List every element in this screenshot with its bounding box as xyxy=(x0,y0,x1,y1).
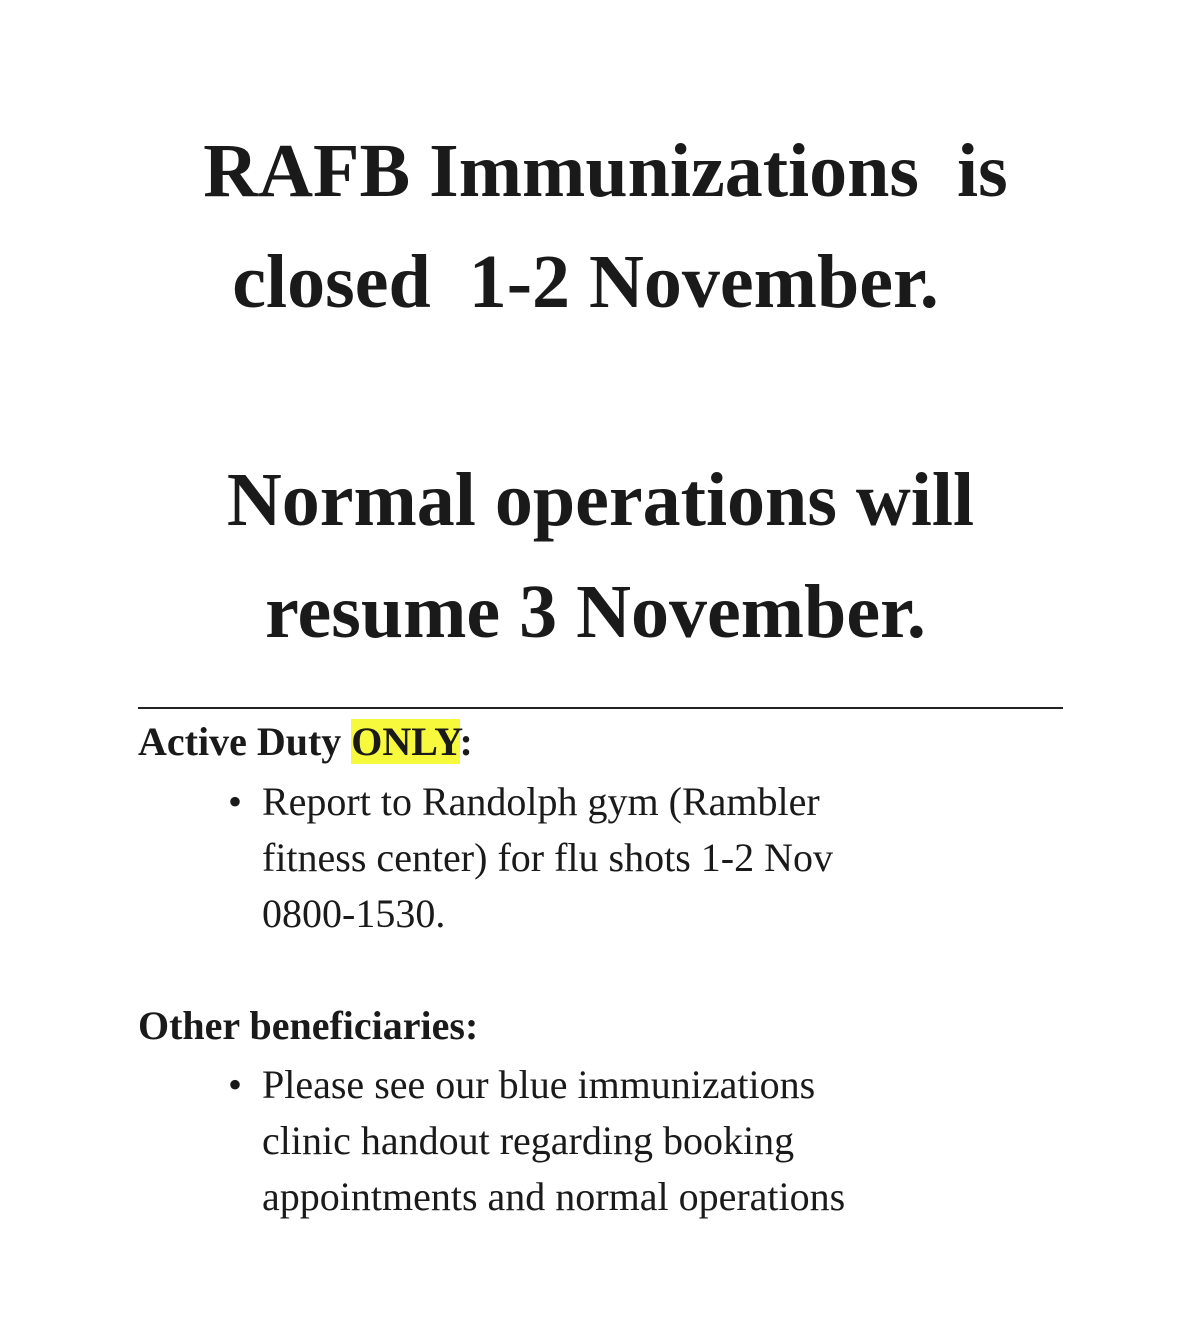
active-duty-label: Active Duty xyxy=(138,719,352,764)
only-highlight: ONLY xyxy=(351,719,460,764)
active-duty-heading xyxy=(138,718,473,765)
bullet-text: Please see our blue immunizations clinic handout regarding booking appointments and normal operations xyxy=(262,1062,846,1219)
divider xyxy=(138,707,1063,709)
resume-line-2: resume 3 November. xyxy=(265,570,926,654)
bullet-icon: • xyxy=(228,1062,243,1107)
title-line-1: RAFB Immunizations is xyxy=(203,129,1008,213)
bullet-text: Report to Randolph gym (Rambler fitness center) for flu shots 1-2 Nov 0800-1530. xyxy=(262,779,833,936)
active-duty-bullet xyxy=(228,774,833,942)
bullet-icon: • xyxy=(228,779,243,824)
resume-line-1: Normal operations will xyxy=(226,458,975,542)
others-heading: Other beneficiaries: xyxy=(138,1003,479,1048)
colon: : xyxy=(459,719,473,764)
others-bullet xyxy=(228,1057,845,1225)
title-line-2: closed 1-2 November. xyxy=(232,240,939,324)
